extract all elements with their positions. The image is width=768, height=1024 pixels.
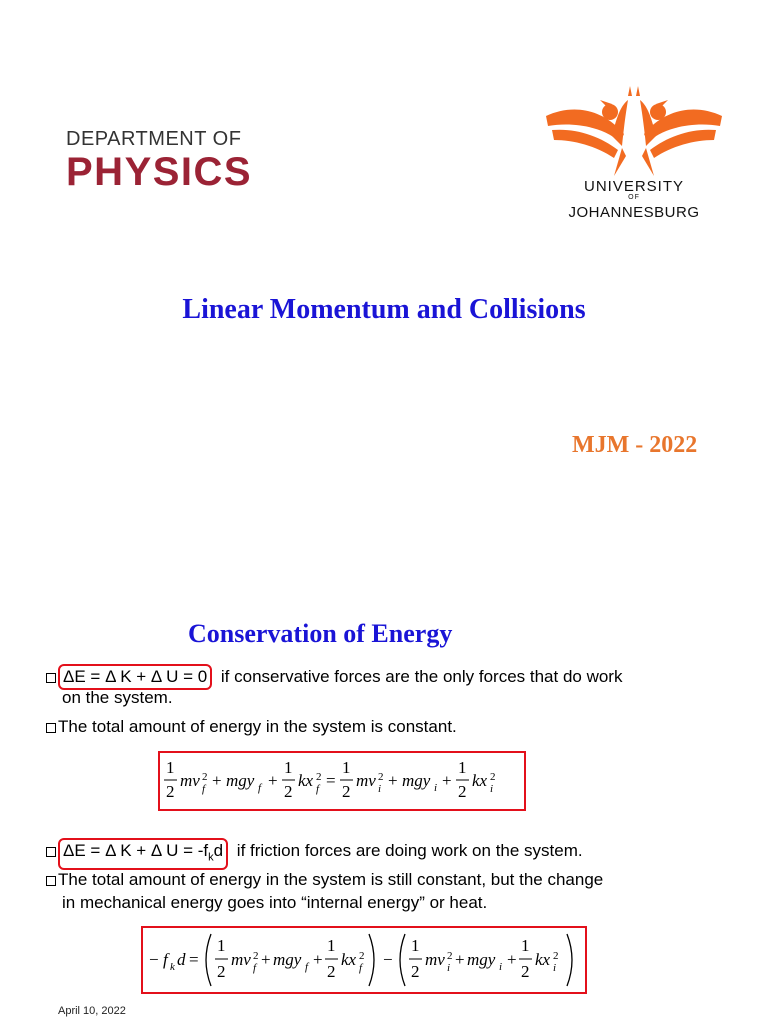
equation-2-render [143, 928, 585, 992]
checkbox-bullet-icon [46, 673, 56, 683]
svg-text:mgy: mgy [226, 771, 255, 790]
bullet4-continuation: in mechanical energy goes into “internal energy” or heat. [62, 893, 488, 912]
page-title: Linear Momentum and Collisions [182, 294, 586, 325]
checkbox-bullet-icon [46, 847, 56, 857]
bullet3-text: if friction forces are doing work on the system. [232, 841, 583, 860]
friction-subscript: k [208, 851, 214, 864]
svg-text:+: + [388, 771, 398, 790]
svg-text:mgy: mgy [273, 950, 302, 969]
department-of-physics-logo [66, 128, 252, 194]
svg-text:f: f [202, 783, 206, 795]
section-heading: Conservation of Energy [188, 619, 453, 648]
energy-equation-2-end: d [213, 841, 224, 860]
svg-text:i: i [490, 783, 494, 795]
svg-text:i: i [553, 962, 557, 974]
bullet2-text: The total amount of energy in the system is constant. [58, 717, 457, 736]
svg-text:2: 2 [378, 771, 384, 783]
bullet1-text: if conservative forces are the only forces that do work [216, 667, 623, 686]
svg-text:d: d [177, 950, 186, 969]
svg-text:i: i [378, 783, 382, 795]
energy-equation-1: ΔE = Δ K + Δ U = 0 [63, 667, 208, 686]
equation-friction-work [141, 926, 587, 994]
svg-text:2: 2 [284, 782, 293, 801]
svg-text:kx: kx [341, 950, 357, 969]
svg-text:+: + [212, 771, 222, 790]
bullet-friction [46, 838, 583, 870]
svg-text:2: 2 [166, 782, 175, 801]
uj-logo-johannesburg: JOHANNESBURG [568, 204, 700, 221]
uj-logo-of: OF [628, 194, 640, 201]
svg-text:+: + [455, 950, 465, 969]
uj-birds-emblem [542, 86, 726, 178]
svg-text:1: 1 [521, 936, 530, 955]
svg-text:2: 2 [490, 771, 496, 783]
svg-text:2: 2 [447, 950, 453, 962]
svg-text:+: + [442, 771, 452, 790]
svg-text:+: + [507, 950, 517, 969]
svg-text:2: 2 [217, 962, 226, 981]
svg-text:1: 1 [284, 758, 293, 777]
checkbox-bullet-icon [46, 723, 56, 733]
svg-text:f: f [253, 962, 257, 974]
svg-text:mv: mv [356, 771, 376, 790]
svg-text:−: − [383, 950, 393, 969]
svg-text:f: f [258, 782, 262, 794]
svg-text:1: 1 [217, 936, 226, 955]
svg-text:i: i [499, 961, 503, 973]
university-of-johannesburg-logo [542, 86, 726, 222]
svg-text:2: 2 [553, 950, 559, 962]
svg-text:2: 2 [458, 782, 467, 801]
author-year: MJM - 2022 [572, 432, 698, 458]
dept-logo-line1: DEPARTMENT OF [66, 128, 242, 150]
svg-text:mgy: mgy [402, 771, 431, 790]
bullet-constant-energy [46, 716, 457, 738]
svg-text:2: 2 [411, 962, 420, 981]
svg-text:kx: kx [535, 950, 551, 969]
checkbox-bullet-icon [46, 876, 56, 886]
svg-text:2: 2 [342, 782, 351, 801]
svg-text:+: + [313, 950, 323, 969]
svg-text:mv: mv [180, 771, 200, 790]
svg-text:i: i [434, 782, 438, 794]
svg-text:k: k [170, 961, 175, 973]
svg-text:kx: kx [298, 771, 314, 790]
svg-text:f: f [359, 962, 363, 974]
bullet4-text: The total amount of energy in the system is still constant, but the change [58, 870, 604, 889]
bullet-internal-energy [46, 869, 603, 891]
svg-text:i: i [447, 962, 451, 974]
svg-text:1: 1 [411, 936, 420, 955]
svg-text:kx: kx [472, 771, 488, 790]
svg-text:+: + [261, 950, 271, 969]
svg-text:1: 1 [166, 758, 175, 777]
svg-text:f: f [316, 783, 320, 795]
svg-text:2: 2 [202, 771, 208, 783]
svg-text:2: 2 [359, 950, 365, 962]
svg-text:mv: mv [425, 950, 445, 969]
svg-text:1: 1 [458, 758, 467, 777]
svg-text:2: 2 [253, 950, 259, 962]
svg-text:f: f [305, 961, 309, 973]
energy-equation-box-2 [58, 838, 228, 870]
svg-text:f: f [163, 950, 168, 969]
svg-text:2: 2 [521, 962, 530, 981]
svg-text:2: 2 [327, 962, 336, 981]
svg-text:mv: mv [231, 950, 251, 969]
energy-equation-2: ΔE = Δ K + Δ U = -f [63, 841, 209, 860]
svg-text:−: − [149, 950, 159, 969]
equation-1-render [160, 753, 524, 809]
svg-text:mgy: mgy [467, 950, 496, 969]
svg-text:=: = [326, 771, 336, 790]
svg-text:1: 1 [342, 758, 351, 777]
svg-text:2: 2 [316, 771, 322, 783]
bullet1-continuation: on the system. [62, 688, 173, 707]
svg-text:1: 1 [327, 936, 336, 955]
dept-logo-line2: PHYSICS [66, 150, 253, 194]
svg-text:=: = [189, 950, 199, 969]
uj-logo-university: UNIVERSITY [583, 178, 684, 195]
footer-date: April 10, 2022 [58, 1005, 126, 1017]
equation-conservation [158, 751, 526, 811]
svg-text:+: + [268, 771, 278, 790]
